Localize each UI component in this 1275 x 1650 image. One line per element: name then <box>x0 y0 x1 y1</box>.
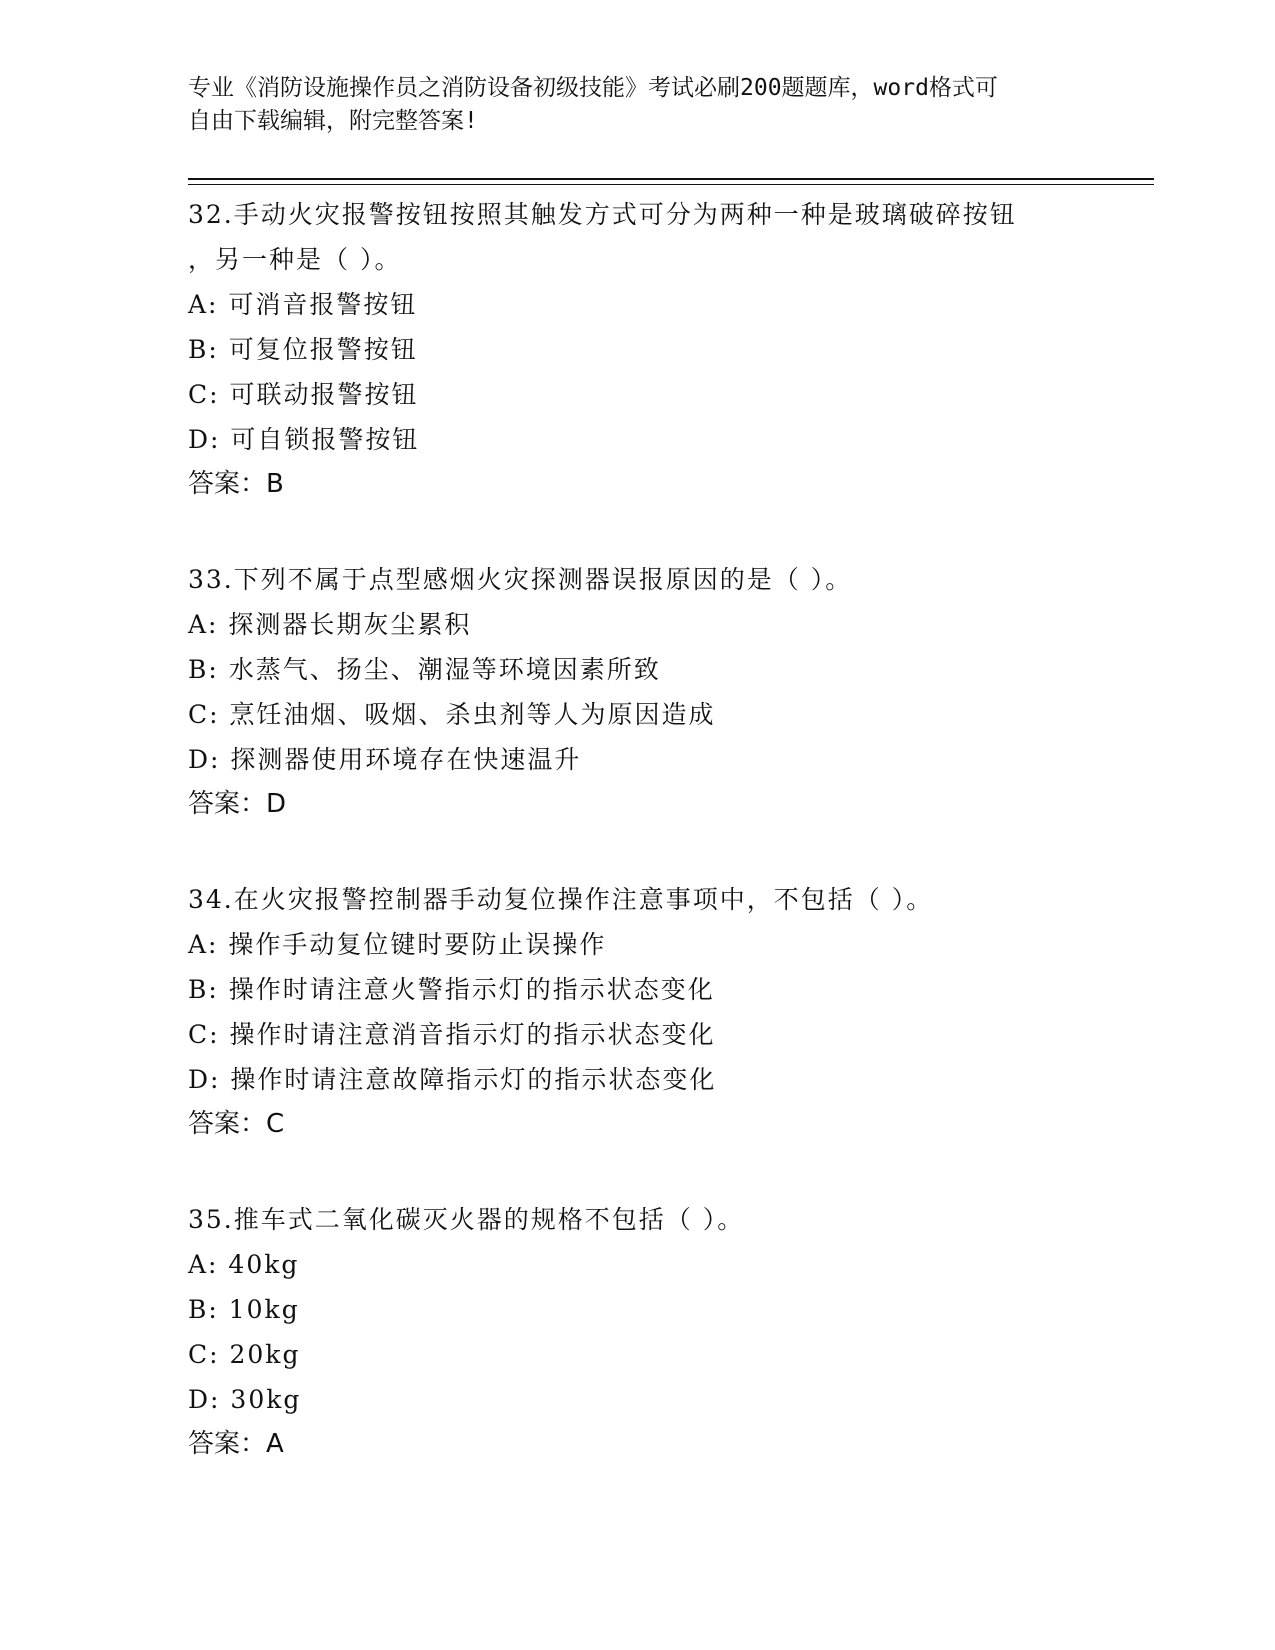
answer: 答案：B <box>188 469 284 499</box>
option-a: A: 可消音报警按钮 <box>188 290 418 319</box>
question-stem-continued: ，另一种是（ ）。 <box>188 245 402 274</box>
header-divider-thin <box>188 184 1154 185</box>
option-b: B: 10kg <box>188 1295 300 1324</box>
option-c: C: 可联动报警按钮 <box>188 380 419 409</box>
option-b: B: 可复位报警按钮 <box>188 335 418 364</box>
option-c: C: 操作时请注意消音指示灯的指示状态变化 <box>188 1020 716 1049</box>
question-stem: 34.在火灾报警控制器手动复位操作注意事项中，不包括（ ）。 <box>188 885 934 914</box>
question-32 <box>188 192 1168 507</box>
question-stem: 35.推车式二氧化碳灭火器的规格不包括（ ）。 <box>188 1205 745 1234</box>
option-d: D: 可自锁报警按钮 <box>188 425 420 454</box>
option-d: D: 30kg <box>188 1385 302 1414</box>
question-list <box>188 192 1168 1517</box>
option-c: C: 烹饪油烟、吸烟、杀虫剂等人为原因造成 <box>188 700 716 729</box>
question-stem: 32.手动火灾报警按钮按照其触发方式可分为两种一种是玻璃破碎按钮 <box>188 200 1017 229</box>
question-33 <box>188 557 1168 827</box>
option-a: A: 操作手动复位键时要防止误操作 <box>188 930 607 959</box>
header-line-2: 自由下载编辑，附完整答案! <box>188 108 478 134</box>
option-a: A: 探测器长期灰尘累积 <box>188 610 472 639</box>
header-line-1: 专业《消防设施操作员之消防设备初级技能》考试必刷200题题库，word格式可 <box>188 75 998 101</box>
option-c: C: 20kg <box>188 1340 301 1369</box>
answer: 答案：D <box>188 789 287 819</box>
header-divider-thick <box>188 178 1154 180</box>
question-stem: 33.下列不属于点型感烟火灾探测器误报原因的是（ ）。 <box>188 565 853 594</box>
option-b: B: 操作时请注意火警指示灯的指示状态变化 <box>188 975 715 1004</box>
option-d: D: 探测器使用环境存在快速温升 <box>188 745 582 774</box>
option-b: B: 水蒸气、扬尘、潮湿等环境因素所致 <box>188 655 661 684</box>
answer: 答案：C <box>188 1109 285 1139</box>
document-header <box>188 72 1088 138</box>
question-35 <box>188 1197 1168 1467</box>
answer: 答案：A <box>188 1429 284 1459</box>
option-a: A: 40kg <box>188 1250 300 1279</box>
option-d: D: 操作时请注意故障指示灯的指示状态变化 <box>188 1065 717 1094</box>
question-34 <box>188 877 1168 1147</box>
